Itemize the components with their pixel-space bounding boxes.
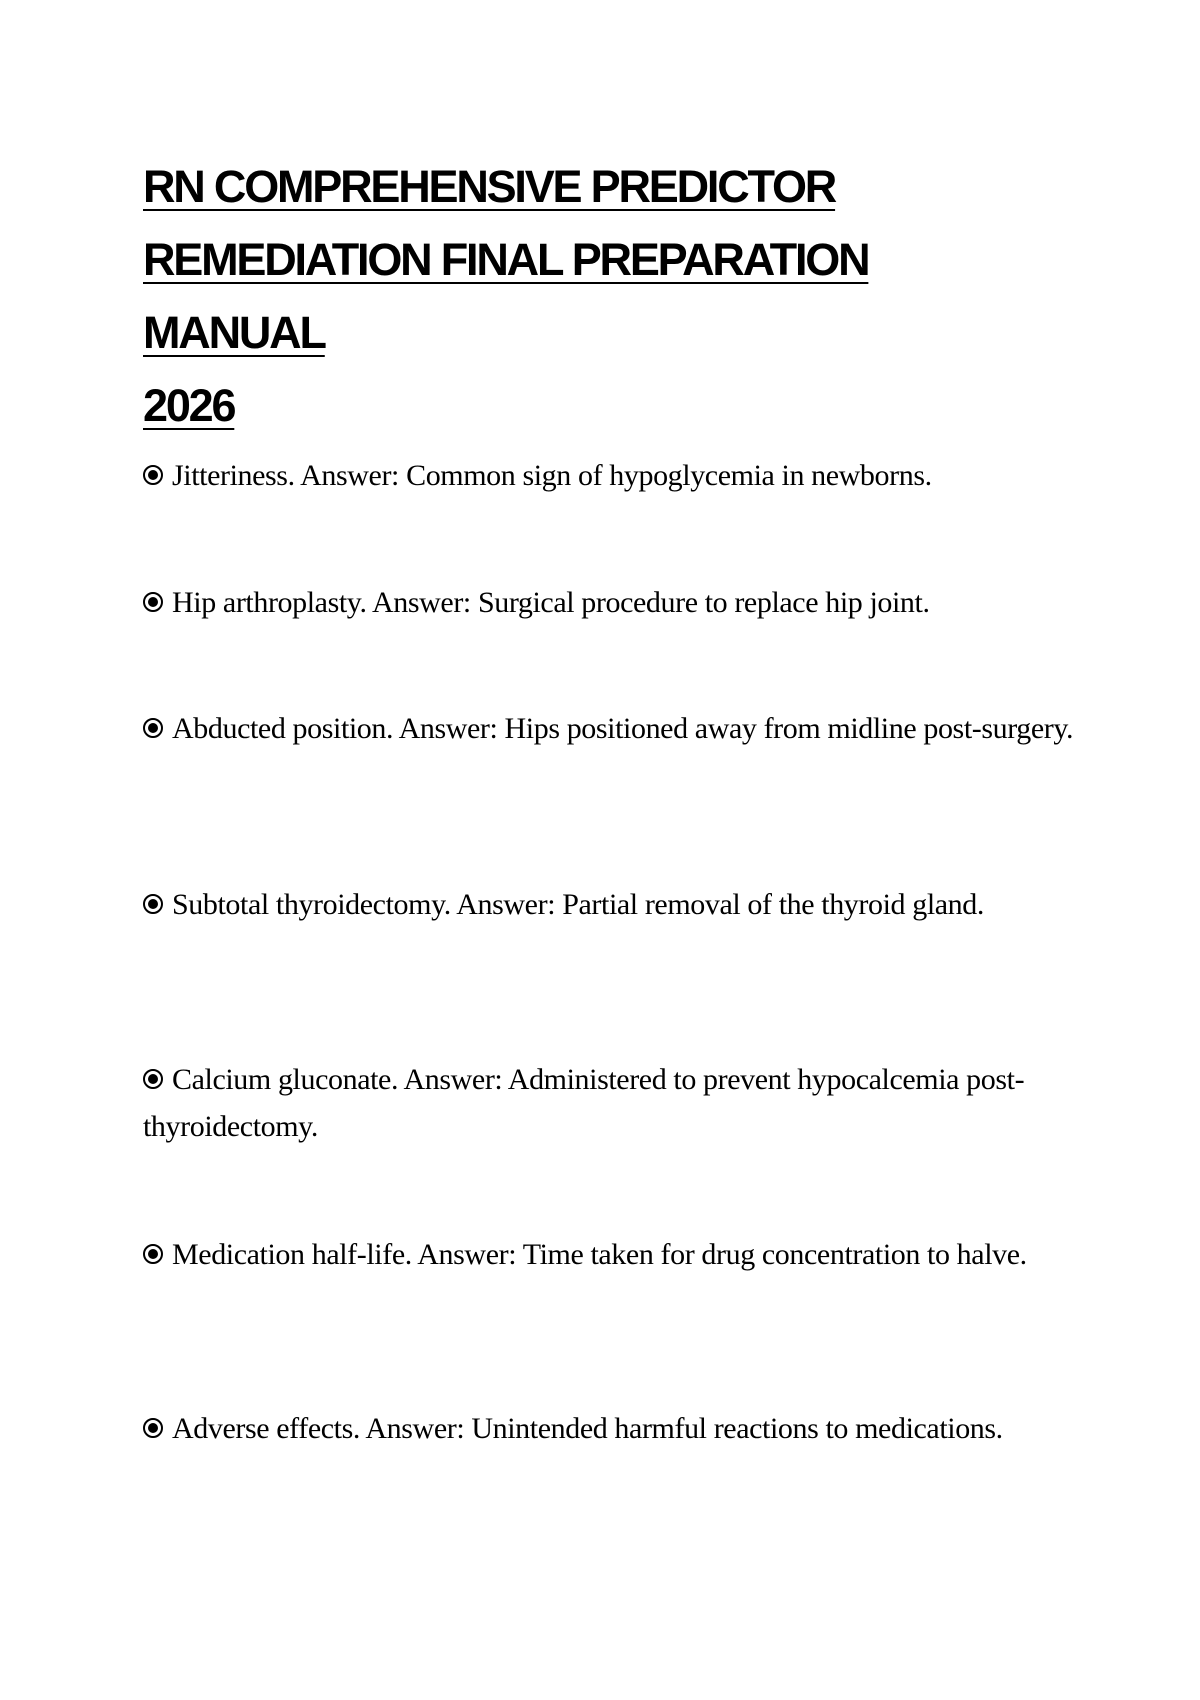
entry-term: Subtotal thyroidectomy. (172, 888, 451, 921)
list-item (143, 579, 1083, 626)
entry-term: Abducted position. (172, 712, 394, 745)
entry-term: Jitteriness. (172, 459, 295, 492)
fisheye-bullet-icon (143, 1418, 163, 1438)
title-line-3: 2026 (143, 380, 235, 431)
entry-answer: Answer: Surgical procedure to replace hip joint. (372, 586, 930, 619)
entry-term: Hip arthroplasty. (172, 586, 367, 619)
entry-answer: Answer: Common sign of hypoglycemia in newborns. (300, 459, 932, 492)
fisheye-bullet-icon (143, 592, 163, 612)
entry-answer: Answer: Partial removal of the thyroid gland. (456, 888, 984, 921)
entry-answer: Answer: Unintended harmful reactions to medications. (365, 1412, 1003, 1445)
title-line-2: REMEDIATION FINAL PREPARATION MANUAL (143, 234, 869, 358)
list-item (143, 1405, 1083, 1452)
entry-term: Adverse effects. (172, 1412, 360, 1445)
list-item (143, 452, 1083, 499)
fisheye-bullet-icon (143, 718, 163, 738)
list-item (143, 1231, 1083, 1278)
entry-term: Calcium gluconate. (172, 1063, 399, 1096)
fisheye-bullet-icon (143, 1244, 163, 1264)
list-item (143, 881, 1083, 928)
document-title (143, 150, 1043, 442)
entry-answer: Answer: Administered to prevent hypocalcemia post-thyroidectomy. (143, 1063, 1025, 1143)
title-line-1: RN COMPREHENSIVE PREDICTOR (143, 161, 836, 212)
entry-answer: Answer: Time taken for drug concentration to halve. (417, 1238, 1027, 1271)
entry-answer: Answer: Hips positioned away from midline post-surgery. (398, 712, 1074, 745)
fisheye-bullet-icon (143, 894, 163, 914)
entry-term: Medication half-life. (172, 1238, 412, 1271)
fisheye-bullet-icon (143, 465, 163, 485)
list-item (143, 705, 1083, 752)
fisheye-bullet-icon (143, 1069, 163, 1089)
list-item (143, 1056, 1083, 1150)
